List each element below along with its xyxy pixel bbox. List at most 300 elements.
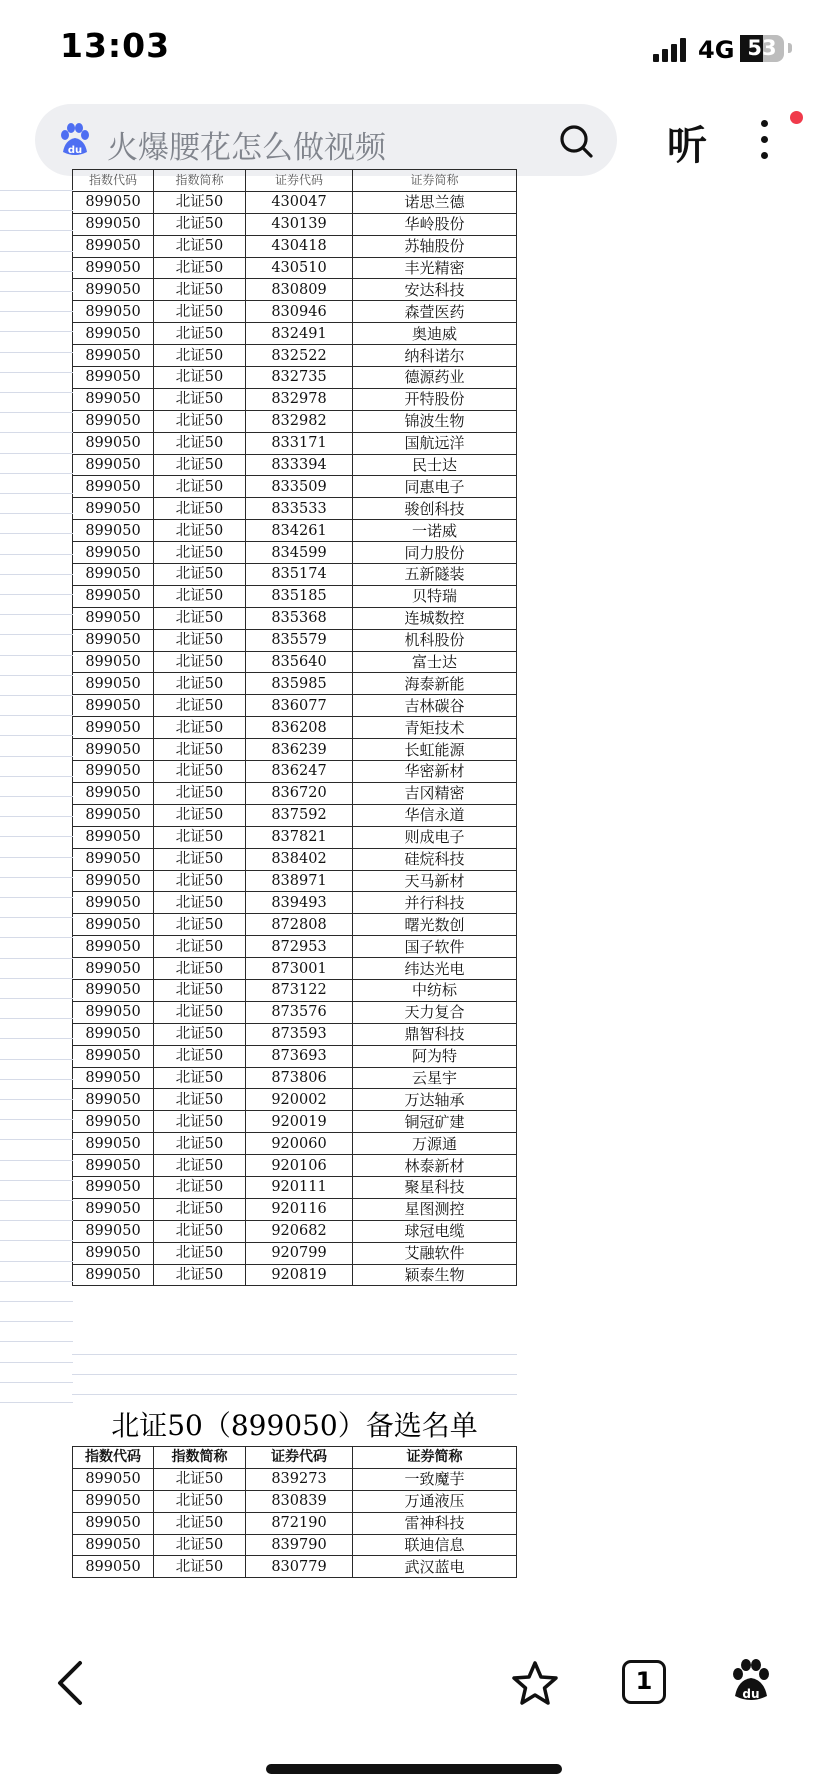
index-name-cell: 北证50 — [154, 804, 246, 826]
grid-line — [0, 897, 73, 898]
security-code-cell: 837821 — [246, 826, 353, 848]
table-row — [73, 651, 517, 673]
grid-line — [0, 291, 73, 292]
security-name-cell: 苏轴股份 — [353, 235, 517, 257]
index-code-cell: 899050 — [73, 476, 154, 498]
index-name-cell: 北证50 — [154, 476, 246, 498]
status-time: 13:03 — [60, 26, 171, 65]
index-name-cell: 北证50 — [154, 979, 246, 1001]
security-code-cell: 835185 — [246, 585, 353, 607]
grid-line — [0, 735, 73, 736]
security-name-cell: 并行科技 — [353, 892, 517, 914]
security-name-cell: 天马新材 — [353, 870, 517, 892]
index-name-cell: 北证50 — [154, 1023, 246, 1045]
security-code-cell: 920819 — [246, 1264, 353, 1286]
bottom-nav — [0, 1626, 828, 1792]
table-row — [73, 695, 517, 717]
index-name-cell: 北证50 — [154, 1045, 246, 1067]
security-name-cell: 球冠电缆 — [353, 1220, 517, 1242]
index-name-cell: 北证50 — [154, 1089, 246, 1111]
grid-line — [0, 574, 73, 575]
security-code-cell: 835579 — [246, 629, 353, 651]
security-code-cell: 835640 — [246, 651, 353, 673]
tabs-count-button[interactable]: 1 — [622, 1660, 666, 1704]
index-name-cell: 北证50 — [154, 213, 246, 235]
grid-line — [0, 1362, 73, 1363]
security-code-cell: 833509 — [246, 476, 353, 498]
security-code-cell: 920060 — [246, 1133, 353, 1155]
grid-line — [0, 251, 73, 252]
index-name-cell: 北证50 — [154, 432, 246, 454]
table-row — [73, 213, 517, 235]
index-name-cell: 北证50 — [154, 1534, 246, 1556]
backup-section-title: 北证50（899050）备选名单 — [111, 1409, 478, 1442]
security-name-cell: 万通液压 — [353, 1490, 517, 1512]
security-name-cell: 五新隧装 — [353, 564, 517, 586]
security-code-cell: 830779 — [246, 1556, 353, 1578]
table-row — [73, 914, 517, 936]
security-code-cell: 832491 — [246, 323, 353, 345]
index-name-cell: 北证50 — [154, 936, 246, 958]
security-name-cell: 开特股份 — [353, 388, 517, 410]
security-code-cell: 832978 — [246, 388, 353, 410]
index-code-cell: 899050 — [73, 1512, 154, 1534]
grid-line — [0, 210, 73, 211]
security-name-cell: 国航远洋 — [353, 432, 517, 454]
battery-icon — [740, 35, 784, 62]
grid-line — [0, 372, 73, 373]
security-code-cell: 838971 — [246, 870, 353, 892]
index-name-cell: 北证50 — [154, 388, 246, 410]
index-name-cell: 北证50 — [154, 1111, 246, 1133]
security-name-cell: 云星宇 — [353, 1067, 517, 1089]
listen-button[interactable]: 听 — [667, 123, 707, 169]
index-code-cell: 899050 — [73, 257, 154, 279]
grid-line — [0, 1301, 73, 1302]
security-name-cell: 纳科诺尔 — [353, 345, 517, 367]
index-code-cell: 899050 — [73, 235, 154, 257]
index-code-cell: 899050 — [73, 1176, 154, 1198]
grid-line — [0, 836, 73, 837]
index-code-cell: 899050 — [73, 1001, 154, 1023]
grid-line — [0, 857, 73, 858]
security-code-cell: 920106 — [246, 1155, 353, 1177]
security-name-cell: 锦波生物 — [353, 410, 517, 432]
security-code-cell: 873806 — [246, 1067, 353, 1089]
header-cell: 证券代码 — [246, 170, 353, 192]
security-name-cell: 武汉蓝电 — [353, 1556, 517, 1578]
back-arrow-icon[interactable] — [50, 1658, 90, 1708]
grid-line — [0, 392, 73, 393]
security-code-cell: 838402 — [246, 848, 353, 870]
index-code-cell: 899050 — [73, 1534, 154, 1556]
security-code-cell: 833171 — [246, 432, 353, 454]
table-row — [73, 235, 517, 257]
security-code-cell: 873122 — [246, 979, 353, 1001]
index-name-cell: 北证50 — [154, 673, 246, 695]
index-code-cell: 899050 — [73, 1023, 154, 1045]
index-code-cell: 899050 — [73, 432, 154, 454]
security-name-cell: 骏创科技 — [353, 498, 517, 520]
security-code-cell: 830839 — [246, 1490, 353, 1512]
security-code-cell: 835368 — [246, 607, 353, 629]
grid-line — [0, 432, 73, 433]
security-name-cell: 富士达 — [353, 651, 517, 673]
security-code-cell: 430418 — [246, 235, 353, 257]
table-row — [73, 432, 517, 454]
index-code-cell: 899050 — [73, 191, 154, 213]
table-row — [73, 782, 517, 804]
security-name-cell: 颖泰生物 — [353, 1264, 517, 1286]
grid-line — [0, 533, 73, 534]
grid-line — [0, 998, 73, 999]
security-name-cell: 鼎智科技 — [353, 1023, 517, 1045]
index-name-cell: 北证50 — [154, 826, 246, 848]
grid-line — [0, 513, 73, 514]
grid-line — [0, 1160, 73, 1161]
grid-line — [0, 1018, 73, 1019]
security-name-cell: 华密新材 — [353, 761, 517, 783]
security-code-cell: 836239 — [246, 739, 353, 761]
blank-rows — [72, 1335, 517, 1395]
table-row — [73, 1556, 517, 1578]
security-code-cell: 873693 — [246, 1045, 353, 1067]
security-name-cell: 民士达 — [353, 454, 517, 476]
security-name-cell: 阿为特 — [353, 1045, 517, 1067]
table-row — [73, 345, 517, 367]
table-row — [73, 1155, 517, 1177]
index-name-cell: 北证50 — [154, 1067, 246, 1089]
index-name-cell: 北证50 — [154, 367, 246, 389]
grid-line — [0, 190, 73, 191]
notification-dot — [790, 111, 803, 124]
security-name-cell: 森萱医药 — [353, 301, 517, 323]
table-row — [73, 1490, 517, 1512]
index-code-cell: 899050 — [73, 651, 154, 673]
security-name-cell: 奥迪威 — [353, 323, 517, 345]
security-name-cell: 一致魔芋 — [353, 1468, 517, 1490]
index-code-cell: 899050 — [73, 520, 154, 542]
table-row — [73, 257, 517, 279]
index-code-cell: 899050 — [73, 804, 154, 826]
spreadsheet-image — [0, 173, 828, 1622]
security-code-cell: 920799 — [246, 1242, 353, 1264]
index-code-cell: 899050 — [73, 826, 154, 848]
security-code-cell: 832735 — [246, 367, 353, 389]
table-row — [73, 629, 517, 651]
security-name-cell: 雷神科技 — [353, 1512, 517, 1534]
security-code-cell: 430139 — [246, 213, 353, 235]
index-code-cell: 899050 — [73, 323, 154, 345]
table-row — [73, 1045, 517, 1067]
grid-line — [0, 271, 73, 272]
security-name-cell: 聚星科技 — [353, 1176, 517, 1198]
index-name-cell: 北证50 — [154, 564, 246, 586]
table-row — [73, 1089, 517, 1111]
security-code-cell: 873593 — [246, 1023, 353, 1045]
security-name-cell: 中纺标 — [353, 979, 517, 1001]
backup-header-row — [73, 1447, 517, 1469]
table-row — [73, 323, 517, 345]
security-name-cell: 万源通 — [353, 1133, 517, 1155]
index-code-cell: 899050 — [73, 1111, 154, 1133]
security-name-cell: 同惠电子 — [353, 476, 517, 498]
security-code-cell: 872953 — [246, 936, 353, 958]
table-row — [73, 542, 517, 564]
grid-line — [0, 554, 73, 555]
index-name-cell: 北证50 — [154, 454, 246, 476]
table-header-row — [73, 170, 517, 192]
index-name-cell: 北证50 — [154, 1176, 246, 1198]
index-code-cell: 899050 — [73, 1242, 154, 1264]
index-code-cell: 899050 — [73, 761, 154, 783]
security-code-cell: 836077 — [246, 695, 353, 717]
index-name-cell: 北证50 — [154, 1556, 246, 1578]
index-code-cell: 899050 — [73, 1133, 154, 1155]
index-code-cell: 899050 — [73, 498, 154, 520]
index-name-cell: 北证50 — [154, 1220, 246, 1242]
index-code-cell: 899050 — [73, 629, 154, 651]
index-name-cell: 北证50 — [154, 914, 246, 936]
security-name-cell: 贝特瑞 — [353, 585, 517, 607]
security-name-cell: 连城数控 — [353, 607, 517, 629]
table-row — [73, 367, 517, 389]
table-row — [73, 673, 517, 695]
table-row — [73, 498, 517, 520]
more-menu-icon[interactable] — [757, 118, 771, 162]
security-code-cell: 836247 — [246, 761, 353, 783]
security-name-cell: 丰光精密 — [353, 257, 517, 279]
search-input[interactable]: 火爆腰花怎么做视频 — [107, 130, 386, 166]
search-icon[interactable] — [556, 121, 596, 161]
security-code-cell: 835985 — [246, 673, 353, 695]
baidu-paw-icon — [57, 122, 93, 158]
security-code-cell: 835174 — [246, 564, 353, 586]
grid-line — [0, 1321, 73, 1322]
index-code-cell: 899050 — [73, 979, 154, 1001]
security-code-cell: 873001 — [246, 958, 353, 980]
index-code-cell: 899050 — [73, 301, 154, 323]
security-name-cell: 万达轴承 — [353, 1089, 517, 1111]
table-row — [73, 520, 517, 542]
header-cell: 证券简称 — [353, 170, 517, 192]
grid-line — [0, 412, 73, 413]
security-code-cell: 836720 — [246, 782, 353, 804]
index-name-cell: 北证50 — [154, 892, 246, 914]
index-code-cell: 899050 — [73, 1264, 154, 1286]
index-code-cell: 899050 — [73, 892, 154, 914]
header-cell: 指数代码 — [73, 1447, 154, 1469]
table-row — [73, 1242, 517, 1264]
table-row — [73, 1111, 517, 1133]
security-name-cell: 吉林碳谷 — [353, 695, 517, 717]
grid-line — [0, 614, 73, 615]
security-code-cell: 920002 — [246, 1089, 353, 1111]
security-name-cell: 则成电子 — [353, 826, 517, 848]
index-name-cell: 北证50 — [154, 1001, 246, 1023]
grid-line — [0, 1220, 73, 1221]
table-row — [73, 1176, 517, 1198]
index-code-cell: 899050 — [73, 410, 154, 432]
table-row — [73, 564, 517, 586]
index-code-cell: 899050 — [73, 1556, 154, 1578]
table-row — [73, 870, 517, 892]
grid-line — [0, 1079, 73, 1080]
grid-line — [0, 937, 73, 938]
index-code-cell: 899050 — [73, 848, 154, 870]
security-code-cell: 837592 — [246, 804, 353, 826]
index-name-cell: 北证50 — [154, 520, 246, 542]
index-name-cell: 北证50 — [154, 848, 246, 870]
network-type: 4G — [698, 36, 735, 64]
grid-line — [0, 1402, 73, 1403]
grid-line — [0, 816, 73, 817]
index-name-cell: 北证50 — [154, 870, 246, 892]
table-row — [73, 1220, 517, 1242]
table-row — [73, 388, 517, 410]
index-code-cell: 899050 — [73, 782, 154, 804]
security-name-cell: 一诺威 — [353, 520, 517, 542]
svg-text:du: du — [742, 1687, 760, 1701]
table-row — [73, 1198, 517, 1220]
index-code-cell: 899050 — [73, 542, 154, 564]
table-row — [73, 1001, 517, 1023]
index-code-cell: 899050 — [73, 1468, 154, 1490]
header-cell: 证券简称 — [353, 1447, 517, 1469]
index-name-cell: 北证50 — [154, 410, 246, 432]
security-code-cell: 920111 — [246, 1176, 353, 1198]
index-name-cell: 北证50 — [154, 1264, 246, 1286]
index-code-cell: 899050 — [73, 1089, 154, 1111]
backup-table — [72, 1446, 517, 1578]
grid-line — [0, 352, 73, 353]
table-row — [73, 739, 517, 761]
index-name-cell: 北证50 — [154, 235, 246, 257]
index-name-cell: 北证50 — [154, 1512, 246, 1534]
index-name-cell: 北证50 — [154, 1133, 246, 1155]
index-name-cell: 北证50 — [154, 1242, 246, 1264]
index-code-cell: 899050 — [73, 1198, 154, 1220]
index-name-cell: 北证50 — [154, 695, 246, 717]
security-code-cell: 830946 — [246, 301, 353, 323]
grid-line — [0, 594, 73, 595]
security-code-cell: 920019 — [246, 1111, 353, 1133]
grid-line — [0, 655, 73, 656]
security-name-cell: 安达科技 — [353, 279, 517, 301]
security-name-cell: 青矩技术 — [353, 717, 517, 739]
grid-line — [0, 796, 73, 797]
security-code-cell: 834261 — [246, 520, 353, 542]
grid-line — [0, 331, 73, 332]
security-name-cell: 纬达光电 — [353, 958, 517, 980]
table-row — [73, 958, 517, 980]
grid-line — [0, 958, 73, 959]
index-code-cell: 899050 — [73, 695, 154, 717]
index-code-cell: 899050 — [73, 345, 154, 367]
security-code-cell: 836208 — [246, 717, 353, 739]
security-code-cell: 920682 — [246, 1220, 353, 1242]
index-code-cell: 899050 — [73, 213, 154, 235]
constituents-table — [72, 169, 517, 1286]
grid-line — [0, 756, 73, 757]
table-row — [73, 1133, 517, 1155]
grid-line — [0, 1038, 73, 1039]
grid-line — [0, 1240, 73, 1241]
table-row — [73, 191, 517, 213]
grid-line — [0, 978, 73, 979]
security-code-cell: 920116 — [246, 1198, 353, 1220]
index-name-cell: 北证50 — [154, 958, 246, 980]
table-row — [73, 804, 517, 826]
security-code-cell: 833394 — [246, 454, 353, 476]
table-row — [73, 1468, 517, 1490]
index-code-cell: 899050 — [73, 388, 154, 410]
index-name-cell: 北证50 — [154, 1490, 246, 1512]
table-row — [73, 410, 517, 432]
index-code-cell: 899050 — [73, 717, 154, 739]
search-bar[interactable] — [35, 104, 617, 176]
index-name-cell: 北证50 — [154, 1198, 246, 1220]
baidu-home-icon[interactable] — [729, 1658, 773, 1704]
grid-line — [0, 1341, 73, 1342]
grid-line — [0, 1099, 73, 1100]
security-name-cell: 联迪信息 — [353, 1534, 517, 1556]
table-row — [73, 761, 517, 783]
index-name-cell: 北证50 — [154, 323, 246, 345]
grid-line — [0, 1200, 73, 1201]
index-code-cell: 899050 — [73, 585, 154, 607]
index-name-cell: 北证50 — [154, 761, 246, 783]
security-name-cell: 星图测控 — [353, 1198, 517, 1220]
security-code-cell: 833533 — [246, 498, 353, 520]
security-name-cell: 吉冈精密 — [353, 782, 517, 804]
index-code-cell: 899050 — [73, 607, 154, 629]
index-name-cell: 北证50 — [154, 498, 246, 520]
table-row — [73, 826, 517, 848]
battery-tip — [788, 43, 792, 53]
index-code-cell: 899050 — [73, 564, 154, 586]
index-code-cell: 899050 — [73, 739, 154, 761]
index-code-cell: 899050 — [73, 1067, 154, 1089]
security-code-cell: 839790 — [246, 1534, 353, 1556]
favorite-star-icon[interactable] — [511, 1660, 559, 1706]
index-name-cell: 北证50 — [154, 607, 246, 629]
security-name-cell: 艾融软件 — [353, 1242, 517, 1264]
index-code-cell: 899050 — [73, 367, 154, 389]
header-cell: 证券代码 — [246, 1447, 353, 1469]
index-code-cell: 899050 — [73, 1155, 154, 1177]
table-row — [73, 1534, 517, 1556]
security-name-cell: 硅烷科技 — [353, 848, 517, 870]
table-row — [73, 1067, 517, 1089]
grid-line — [0, 695, 73, 696]
security-code-cell: 830809 — [246, 279, 353, 301]
security-code-cell: 873576 — [246, 1001, 353, 1023]
index-code-cell: 899050 — [73, 870, 154, 892]
header-cell: 指数简称 — [154, 170, 246, 192]
index-code-cell: 899050 — [73, 1045, 154, 1067]
security-name-cell: 诺思兰德 — [353, 191, 517, 213]
security-name-cell: 机科股份 — [353, 629, 517, 651]
security-code-cell: 832982 — [246, 410, 353, 432]
security-code-cell: 430510 — [246, 257, 353, 279]
grid-line — [0, 311, 73, 312]
grid-line — [0, 1119, 73, 1120]
grid-line — [0, 493, 73, 494]
security-name-cell: 曙光数创 — [353, 914, 517, 936]
security-name-cell: 海泰新能 — [353, 673, 517, 695]
index-name-cell: 北证50 — [154, 542, 246, 564]
